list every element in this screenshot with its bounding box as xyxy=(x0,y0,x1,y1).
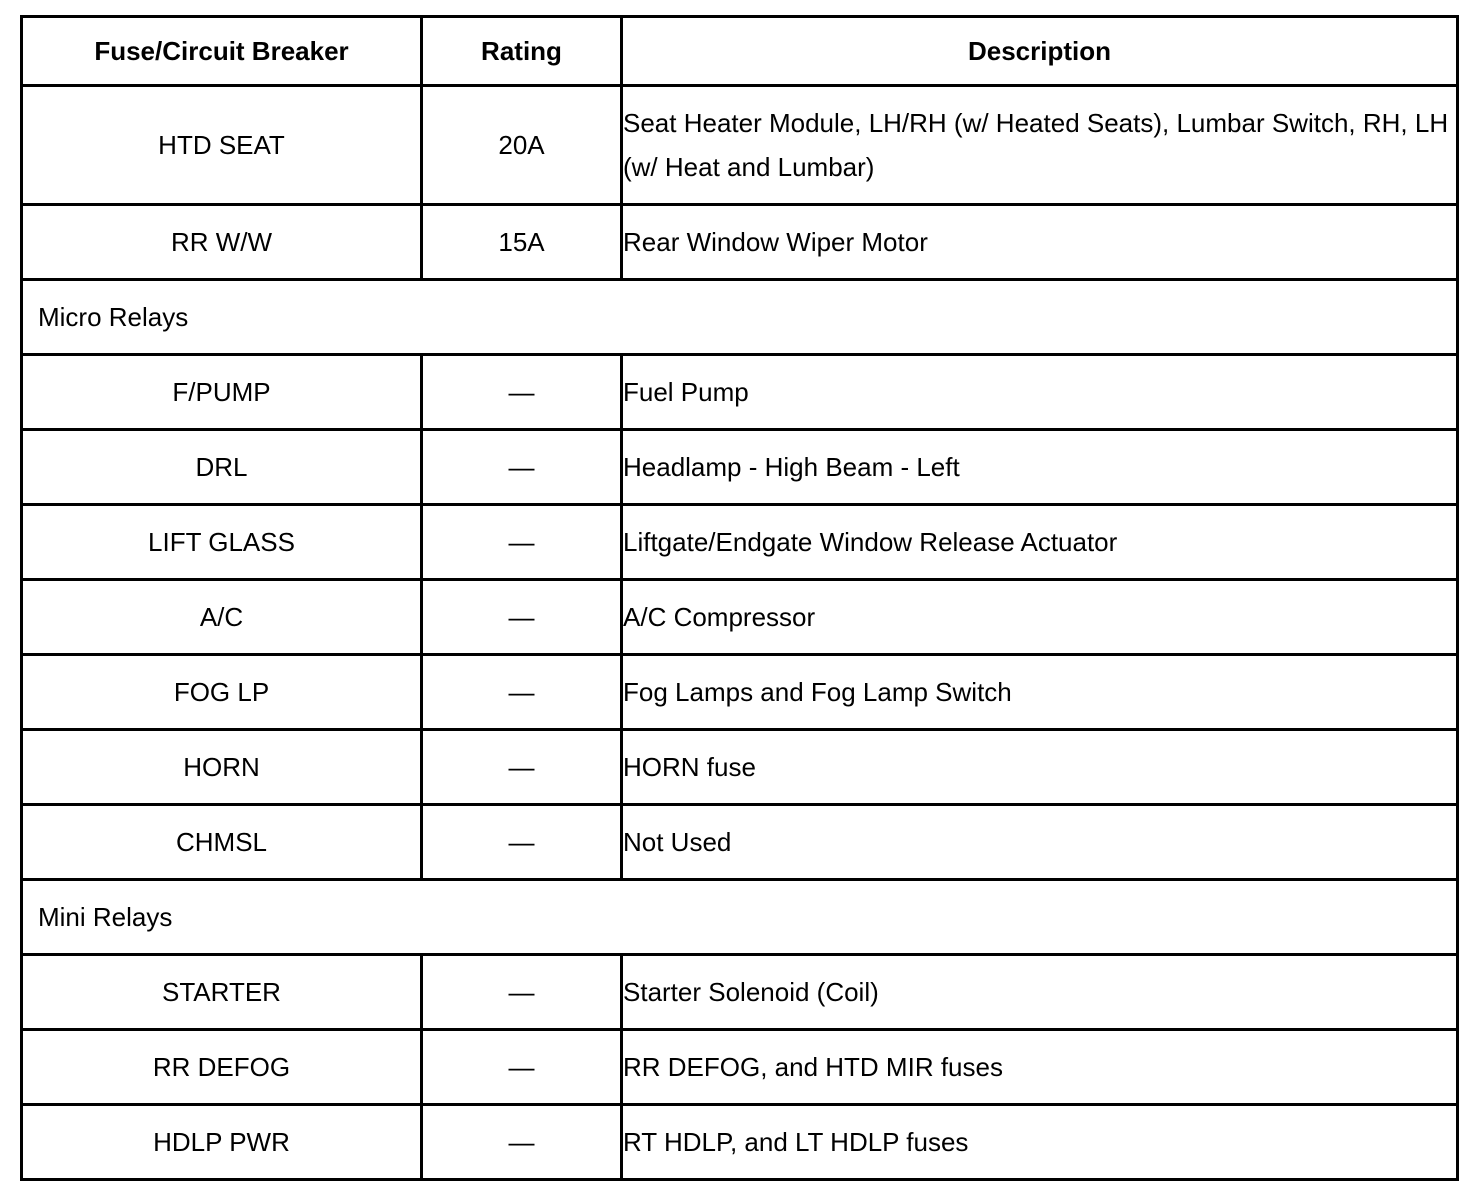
table-row xyxy=(22,655,1458,730)
table-row xyxy=(22,205,1458,280)
fuse-description: Rear Window Wiper Motor xyxy=(622,205,1458,280)
table-row xyxy=(22,580,1458,655)
relay-name: HDLP PWR xyxy=(22,1105,422,1180)
table-row xyxy=(22,430,1458,505)
relay-name: FOG LP xyxy=(22,655,422,730)
relay-description: Starter Solenoid (Coil) xyxy=(622,955,1458,1030)
relay-description: HORN fuse xyxy=(622,730,1458,805)
relay-description: Headlamp - High Beam - Left xyxy=(622,430,1458,505)
relay-name: CHMSL xyxy=(22,805,422,880)
relay-rating: — xyxy=(422,1105,622,1180)
relay-rating: — xyxy=(422,730,622,805)
header-fuse: Fuse/Circuit Breaker xyxy=(22,17,422,86)
fuse-name: RR W/W xyxy=(22,205,422,280)
relay-name: F/PUMP xyxy=(22,355,422,430)
table-row xyxy=(22,955,1458,1030)
table-row xyxy=(22,505,1458,580)
relay-rating: — xyxy=(422,580,622,655)
relay-description: Fuel Pump xyxy=(622,355,1458,430)
table-row xyxy=(22,730,1458,805)
relay-name: A/C xyxy=(22,580,422,655)
relay-rating: — xyxy=(422,355,622,430)
relay-rating: — xyxy=(422,655,622,730)
table-row xyxy=(22,805,1458,880)
table-row xyxy=(22,1105,1458,1180)
section-row-mini-relays xyxy=(22,880,1458,955)
relay-description: RR DEFOG, and HTD MIR fuses xyxy=(622,1030,1458,1105)
table-row xyxy=(22,1030,1458,1105)
relay-rating: — xyxy=(422,805,622,880)
section-row-micro-relays xyxy=(22,280,1458,355)
relay-rating: — xyxy=(422,505,622,580)
relay-description: RT HDLP, and LT HDLP fuses xyxy=(622,1105,1458,1180)
relay-description: Liftgate/Endgate Window Release Actuator xyxy=(622,505,1458,580)
fuse-rating: 20A xyxy=(422,86,622,205)
relay-name: RR DEFOG xyxy=(22,1030,422,1105)
table-row xyxy=(22,86,1458,205)
section-title: Mini Relays xyxy=(22,880,1458,955)
header-rating: Rating xyxy=(422,17,622,86)
relay-description: Not Used xyxy=(622,805,1458,880)
relay-rating: — xyxy=(422,430,622,505)
fuse-name: HTD SEAT xyxy=(22,86,422,205)
relay-description: A/C Compressor xyxy=(622,580,1458,655)
relay-name: LIFT GLASS xyxy=(22,505,422,580)
fuse-rating: 15A xyxy=(422,205,622,280)
relay-rating: — xyxy=(422,1030,622,1105)
header-row xyxy=(22,17,1458,86)
relay-name: DRL xyxy=(22,430,422,505)
section-title: Micro Relays xyxy=(22,280,1458,355)
table-row xyxy=(22,355,1458,430)
header-description: Description xyxy=(622,17,1458,86)
relay-name: STARTER xyxy=(22,955,422,1030)
fuse-description: Seat Heater Module, LH/RH (w/ Heated Seats), Lumbar Switch, RH, LH (w/ Heat and Lumbar) xyxy=(622,86,1458,205)
relay-description: Fog Lamps and Fog Lamp Switch xyxy=(622,655,1458,730)
fuse-table xyxy=(20,15,1459,1181)
relay-rating: — xyxy=(422,955,622,1030)
relay-name: HORN xyxy=(22,730,422,805)
